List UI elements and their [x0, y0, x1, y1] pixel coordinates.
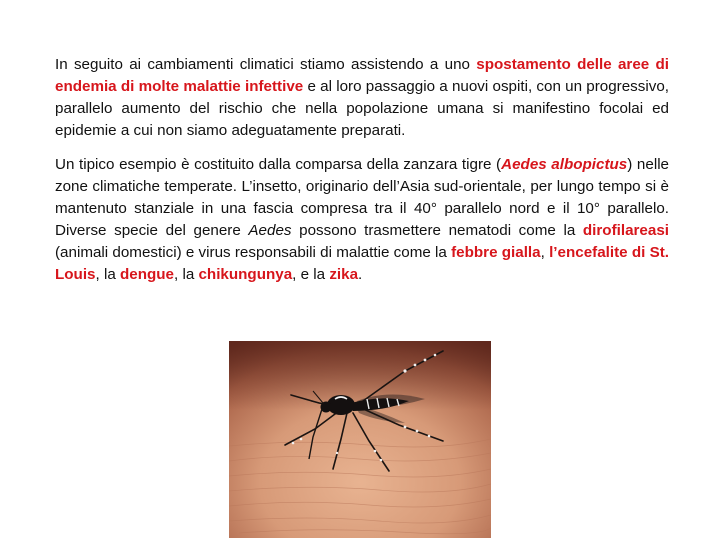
mosquito-illustration	[229, 341, 491, 538]
highlight-dengue: dengue	[119, 266, 174, 283]
example-text-3: possono trasmettere nematodi come la	[291, 222, 583, 239]
intro-text-cont: e al loro passaggio a nuovi ospiti, con un progressivo, parallelo aumento del rischio che nella popolazione umana si manifestino focolai ed epidemie a cui non siamo adeguatamente preparati.	[55, 78, 670, 139]
separator: , la	[95, 266, 120, 283]
genus-name: Aedes	[248, 222, 292, 239]
separator: , la	[174, 266, 199, 283]
separator: , e la	[292, 266, 330, 283]
highlight-chikungunya: chikungunya	[198, 266, 293, 283]
skin-shadow	[229, 341, 491, 538]
example-text-2: ) nelle zone climatiche temperate. L’insetto, originario dell’Asia sud-orientale, per lungo tempo si è mantenuto stanziale in una fascia compresa tra il 40° parallelo nord e il 10° parallelo. Diverse specie del genere	[55, 156, 670, 239]
highlight-zika: zika	[329, 266, 359, 283]
separator: ,	[540, 244, 550, 261]
example-text-4: (animali domestici) e virus responsabili di malattie come la	[55, 244, 452, 261]
highlight-yellow-fever: febbre gialla	[451, 244, 541, 261]
example-text: Un tipico esempio è costituito dalla comparsa della zanzara tigre (	[55, 156, 502, 173]
highlight-st-louis: l’encefalite di St. Louis	[55, 244, 669, 283]
period: .	[358, 266, 363, 283]
species-name: Aedes albopictus	[501, 156, 628, 173]
paragraph-example	[55, 154, 669, 286]
mosquito-photo	[229, 341, 491, 538]
text-block	[55, 54, 669, 298]
intro-text: In seguito ai cambiamenti climatici stiamo assistendo a uno	[55, 56, 477, 73]
paragraph-intro	[55, 54, 669, 142]
highlight-endemic-shift: spostamento delle aree di endemia di molte malattie infettive	[55, 56, 669, 95]
highlight-dirofilaria: dirofilareasi	[582, 222, 669, 239]
